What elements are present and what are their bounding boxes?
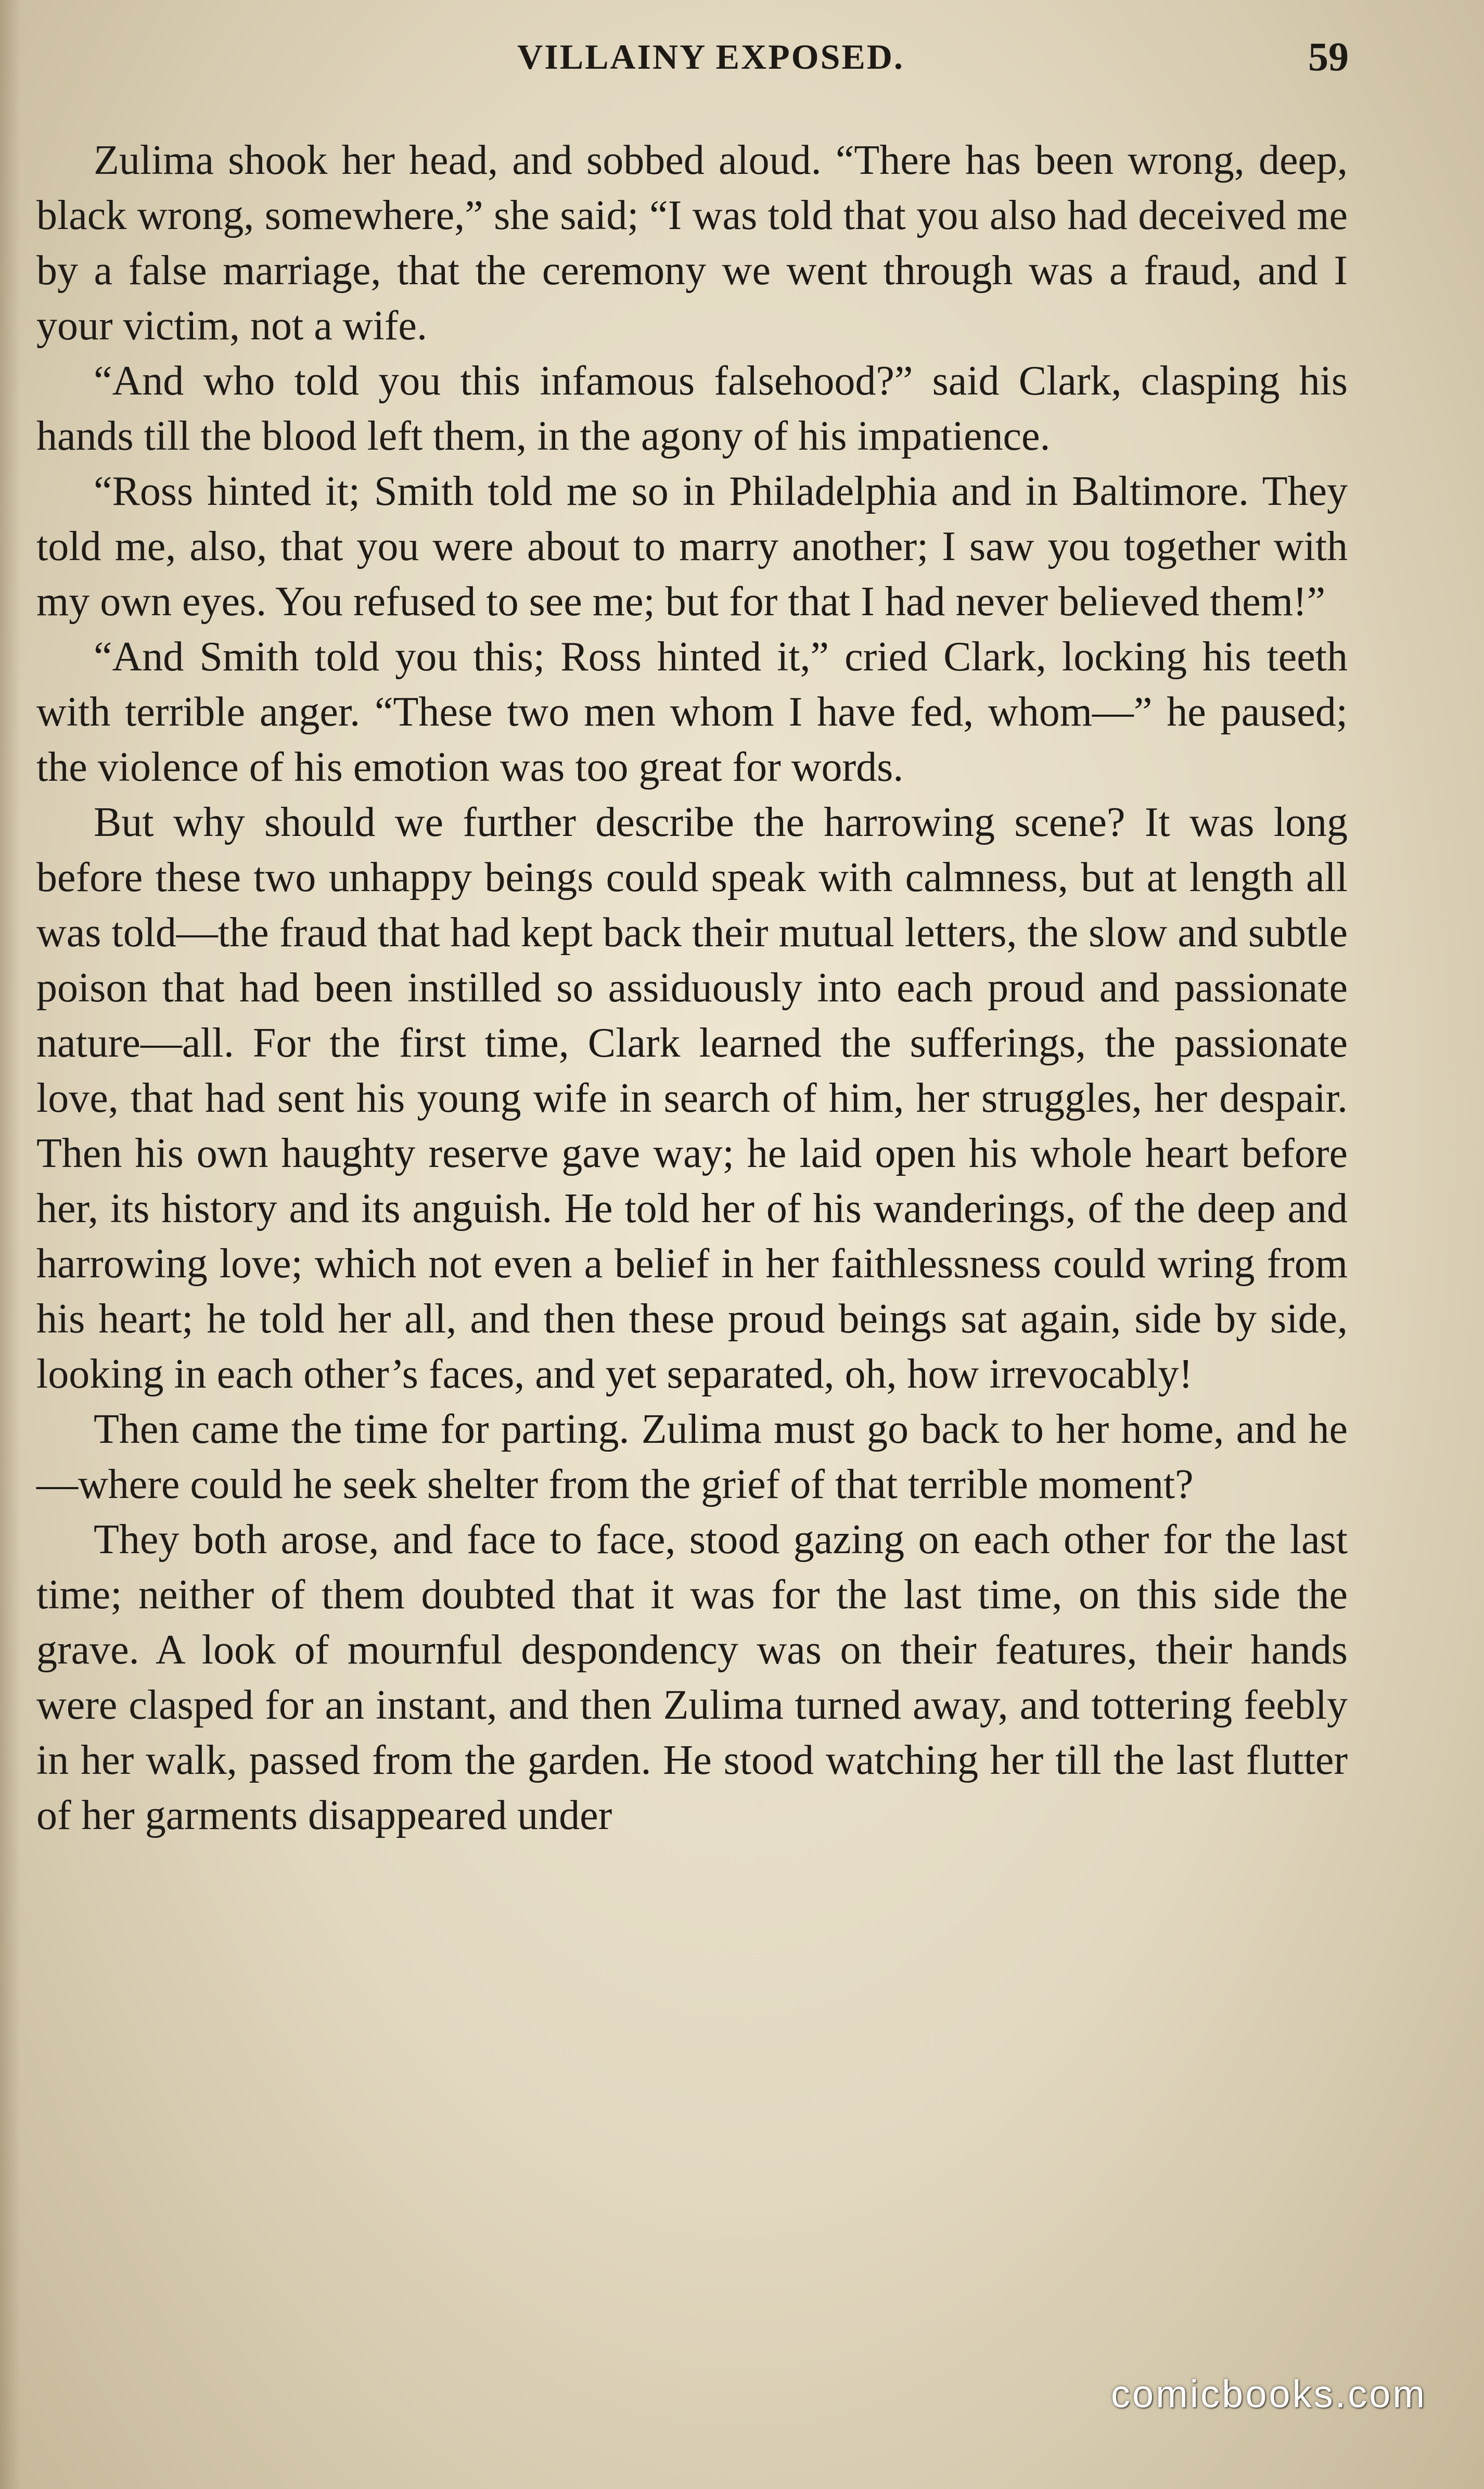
paragraph: But why should we further describe the harrowing scene? It was long before these two unhappy beings could speak with calmness, but at length all was told—the fraud that had kept back their mutual letters, the slow and subtle poison that had been instilled so assiduously into each proud and passionate nature—all. For the first time, Clark learned the sufferings, the passionate love, that had sent his young wife in search of him, her struggles, her despair. Then his own haughty reserve gave way; he laid open his whole heart before her, its history and its anguish. He told her of his wanderings, of the deep and harrowing love; which not even a belief in her faithlessness could wring from his heart; he told her all, and then these proud beings sat again, side by side, looking in each other’s faces, and yet separated, oh, how irrevocably! xyxy=(36,799,1348,1397)
running-title: VILLAINY EXPOSED. xyxy=(517,37,904,77)
page-header xyxy=(0,36,1484,99)
paragraph: “And Smith told you this; Ross hinted it,” cried Clark, locking his teeth with terrible anger. “These two men whom I have fed, whom—” he paused; the violence of his emotion was too great for words. xyxy=(36,634,1348,790)
paragraph: “And who told you this infamous falsehood?” said Clark, clasping his hands till the blood left them, in the agony of his impatience. xyxy=(36,358,1348,459)
paragraph: Zulima shook her head, and sobbed aloud. “There has been wrong, deep, black wrong, somewhere,” she said; “I was told that you also had deceived me by a false marriage, that the ceremony we went through was a fraud, and I your victim, not a wife. xyxy=(36,137,1348,349)
paragraph: “Ross hinted it; Smith told me so in Philadelphia and in Baltimore. They told me, also, that you were about to marry another; I saw you together with my own eyes. You refused to see me; but for that I had never believed them!” xyxy=(36,468,1348,625)
paragraph: Then came the time for parting. Zulima must go back to her home, and he—where could he seek shelter from the grief of that terrible moment? xyxy=(36,1406,1348,1507)
body-text xyxy=(36,133,1348,1843)
paragraph: They both arose, and face to face, stood gazing on each other for the last time; neither of them doubted that it was for the last time, on this side the grave. A look of mournful despondency was on their features, their hands were clasped for an instant, and then Zulima turned away, and tottering feebly in her walk, passed from the garden. He stood watching her till the last flutter of her garments disappeared under xyxy=(36,1517,1348,1838)
page-edge-shadow xyxy=(0,0,21,2489)
watermark: comicbooks.com xyxy=(1110,2372,1427,2416)
page-number: 59 xyxy=(1308,34,1349,79)
